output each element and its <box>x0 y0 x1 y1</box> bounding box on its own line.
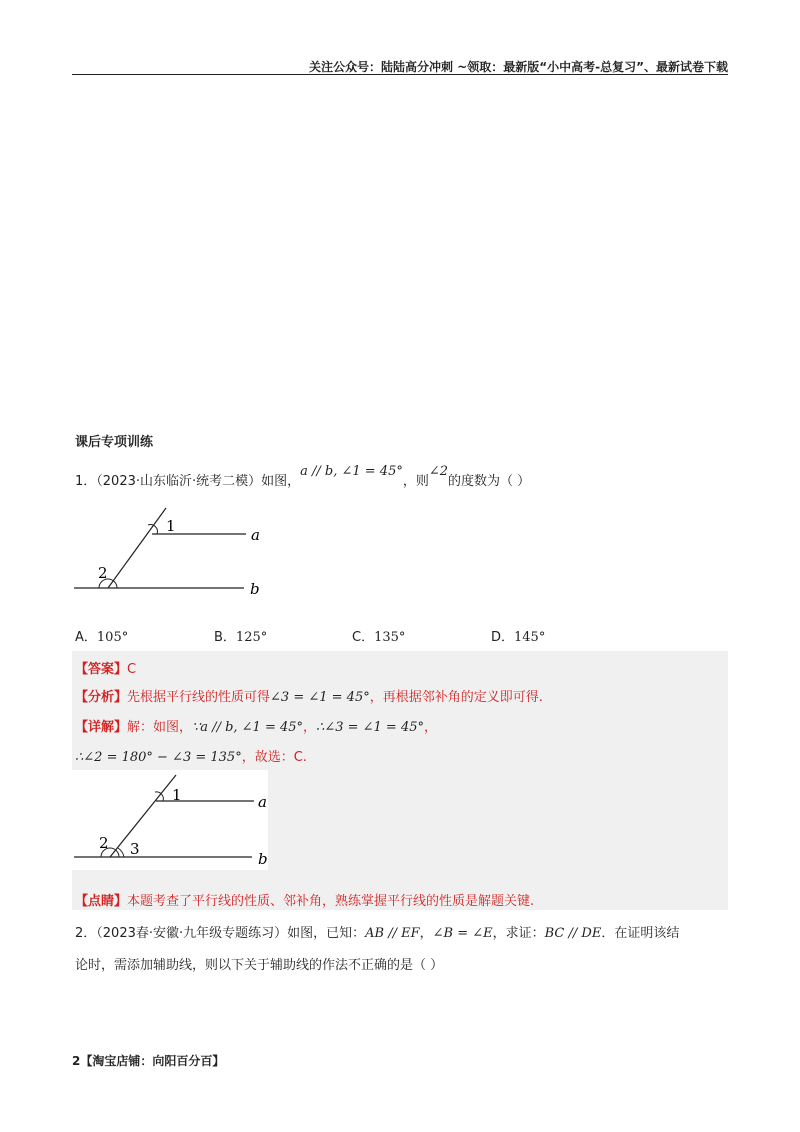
q2-sep-1: ， <box>419 926 433 941</box>
comment-text: 本题考查了平行线的性质、邻补角，熟练掌握平行线的性质是解题关键. <box>127 894 535 909</box>
detail-tag: 【详解】 <box>75 720 128 735</box>
sol-label-b: b <box>258 850 268 868</box>
label-2: 2 <box>98 564 108 582</box>
detail-line-1 <box>75 716 437 735</box>
detail-text-2: ， <box>303 720 317 735</box>
label-1: 1 <box>166 517 176 535</box>
q1-prefix: 1．（2023·山东临沂·统考二模）如图， <box>75 474 301 489</box>
choice-d[interactable] <box>491 626 545 645</box>
q1-condition: a // b, ∠1 = 45° <box>300 464 403 479</box>
transversal <box>108 508 166 588</box>
q2-text-2: ，求证： <box>492 926 545 941</box>
analysis-tag: 【分析】 <box>75 690 128 705</box>
choice-a[interactable] <box>75 626 128 645</box>
label-a: a <box>251 526 260 544</box>
choice-b-value: 125° <box>235 630 268 645</box>
choice-c-letter: C． <box>352 630 375 645</box>
header-rule <box>72 74 728 75</box>
section-title: 课后专项训练 <box>75 435 154 450</box>
choice-d-value: 145° <box>514 630 546 645</box>
comment-line <box>75 890 534 909</box>
label-b: b <box>250 580 260 598</box>
sol-transversal <box>110 775 176 857</box>
choice-c[interactable] <box>352 626 405 645</box>
q2-line-2: 论时，需添加辅助线，则以下关于辅助线的作法不正确的是（ ） <box>75 958 444 973</box>
detail-math-3: ∴∠2 = 180° − ∠3 = 135° <box>75 750 242 765</box>
answer-tag: 【答案】 <box>75 662 128 677</box>
q1-angle: ∠2 <box>428 464 449 479</box>
q2-math-2: ∠B = ∠E <box>432 926 493 941</box>
choice-d-letter: D． <box>491 630 515 645</box>
footer-text: 【淘宝店铺：向阳百分百】 <box>80 1054 225 1068</box>
q1-middle: ，则 <box>402 474 429 489</box>
header-text: 关注公众号：陆陆高分冲刺 ~领取：最新版“小中高考-总复习”、最新试卷下载 <box>309 60 728 74</box>
choice-c-value: 135° <box>374 630 406 645</box>
analysis-text-2: ，再根据邻补角的定义即可得. <box>369 690 543 705</box>
detail-math-2: ∴∠3 = ∠1 = 45° <box>316 720 425 735</box>
q1-stem <box>75 464 531 489</box>
sol-label-1: 1 <box>172 786 182 804</box>
detail-text-3: ， <box>424 720 438 735</box>
choice-b-letter: B． <box>214 630 236 645</box>
q1-figure <box>70 500 290 610</box>
choice-a-value: 105° <box>96 630 129 645</box>
q2-text-3: ．在证明该结 <box>601 926 680 941</box>
q2-math-1: AB // EF <box>365 926 420 941</box>
detail-line-2 <box>75 746 307 765</box>
q2-prefix: 2．（2023春·安徽·九年级专题练习）如图，已知： <box>75 926 366 941</box>
choice-b[interactable] <box>214 626 267 645</box>
q2-math-3: BC // DE <box>544 926 602 941</box>
detail-text-1: 解：如图， <box>127 720 193 735</box>
footer <box>72 1052 224 1069</box>
solution-figure <box>72 770 268 870</box>
analysis-line <box>75 686 543 705</box>
choice-a-letter: A． <box>75 630 97 645</box>
analysis-math: ∠3 = ∠1 = 45° <box>270 690 370 705</box>
detail-text-4: ，故选：C. <box>241 750 307 765</box>
analysis-text-1: 先根据平行线的性质可得 <box>127 690 271 705</box>
detail-math-1: ∵a // b, ∠1 = 45° <box>192 720 304 735</box>
sol-label-a: a <box>258 793 267 811</box>
q2-line-1 <box>75 922 679 941</box>
sol-label-3: 3 <box>130 840 140 858</box>
page-number: 2 <box>72 1054 81 1068</box>
sol-label-2: 2 <box>99 834 109 852</box>
comment-tag: 【点睛】 <box>75 894 128 909</box>
q1-suffix: 的度数为（ ） <box>448 474 531 489</box>
answer-line <box>75 658 136 677</box>
answer-value: C <box>127 662 137 677</box>
